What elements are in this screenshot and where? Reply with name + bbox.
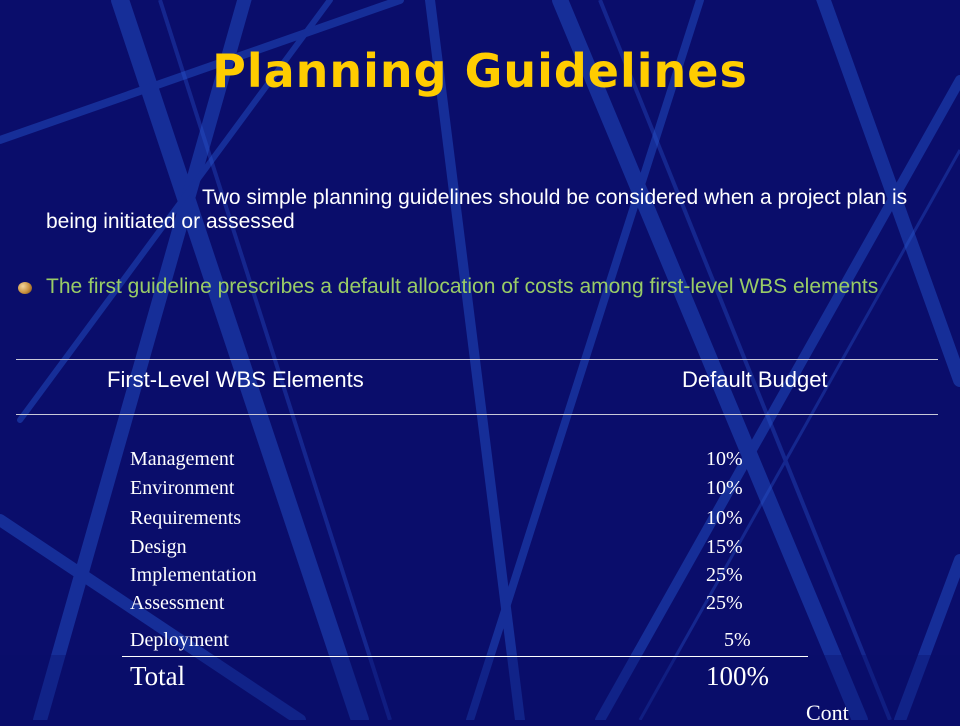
row-budget: 5%: [724, 629, 751, 651]
row-element: Environment: [130, 477, 235, 499]
table-row: [130, 448, 770, 474]
row-element: Assessment: [130, 592, 225, 614]
table-row: [130, 592, 770, 618]
table-row: [130, 536, 770, 562]
row-element: Management: [130, 448, 235, 470]
continuation-label: Cont: [806, 700, 849, 725]
table-row: [130, 507, 770, 533]
row-element: Deployment: [130, 629, 229, 651]
column-header-elements: First-Level WBS Elements: [107, 367, 364, 392]
total-label: Total: [130, 661, 186, 691]
table-row: [130, 477, 770, 503]
bullet-marker-icon: [18, 282, 32, 294]
slide-title: Planning Guidelines: [212, 44, 748, 98]
row-budget: 10%: [706, 507, 743, 529]
bullet-text: The first guideline prescribes a default allocation of costs among first-level WBS elements: [46, 275, 879, 298]
intro-paragraph: Two simple planning guidelines should be considered when a project plan is being initiated or assessed: [46, 186, 908, 233]
row-budget: 25%: [706, 592, 743, 614]
row-element: Implementation: [130, 564, 257, 586]
row-budget: 15%: [706, 536, 743, 558]
total-budget: 100%: [706, 661, 769, 691]
row-budget: 10%: [706, 477, 743, 499]
table-top-rule: [16, 359, 938, 360]
total-row: [130, 661, 830, 692]
row-element: Design: [130, 536, 187, 558]
column-header-budget: Default Budget: [682, 367, 828, 392]
table-row: [130, 629, 770, 655]
total-rule: [122, 656, 808, 657]
row-budget: 25%: [706, 564, 743, 586]
row-element: Requirements: [130, 507, 242, 529]
row-budget: 10%: [706, 448, 743, 470]
table-row: [130, 564, 770, 590]
table-header-rule: [16, 414, 938, 415]
